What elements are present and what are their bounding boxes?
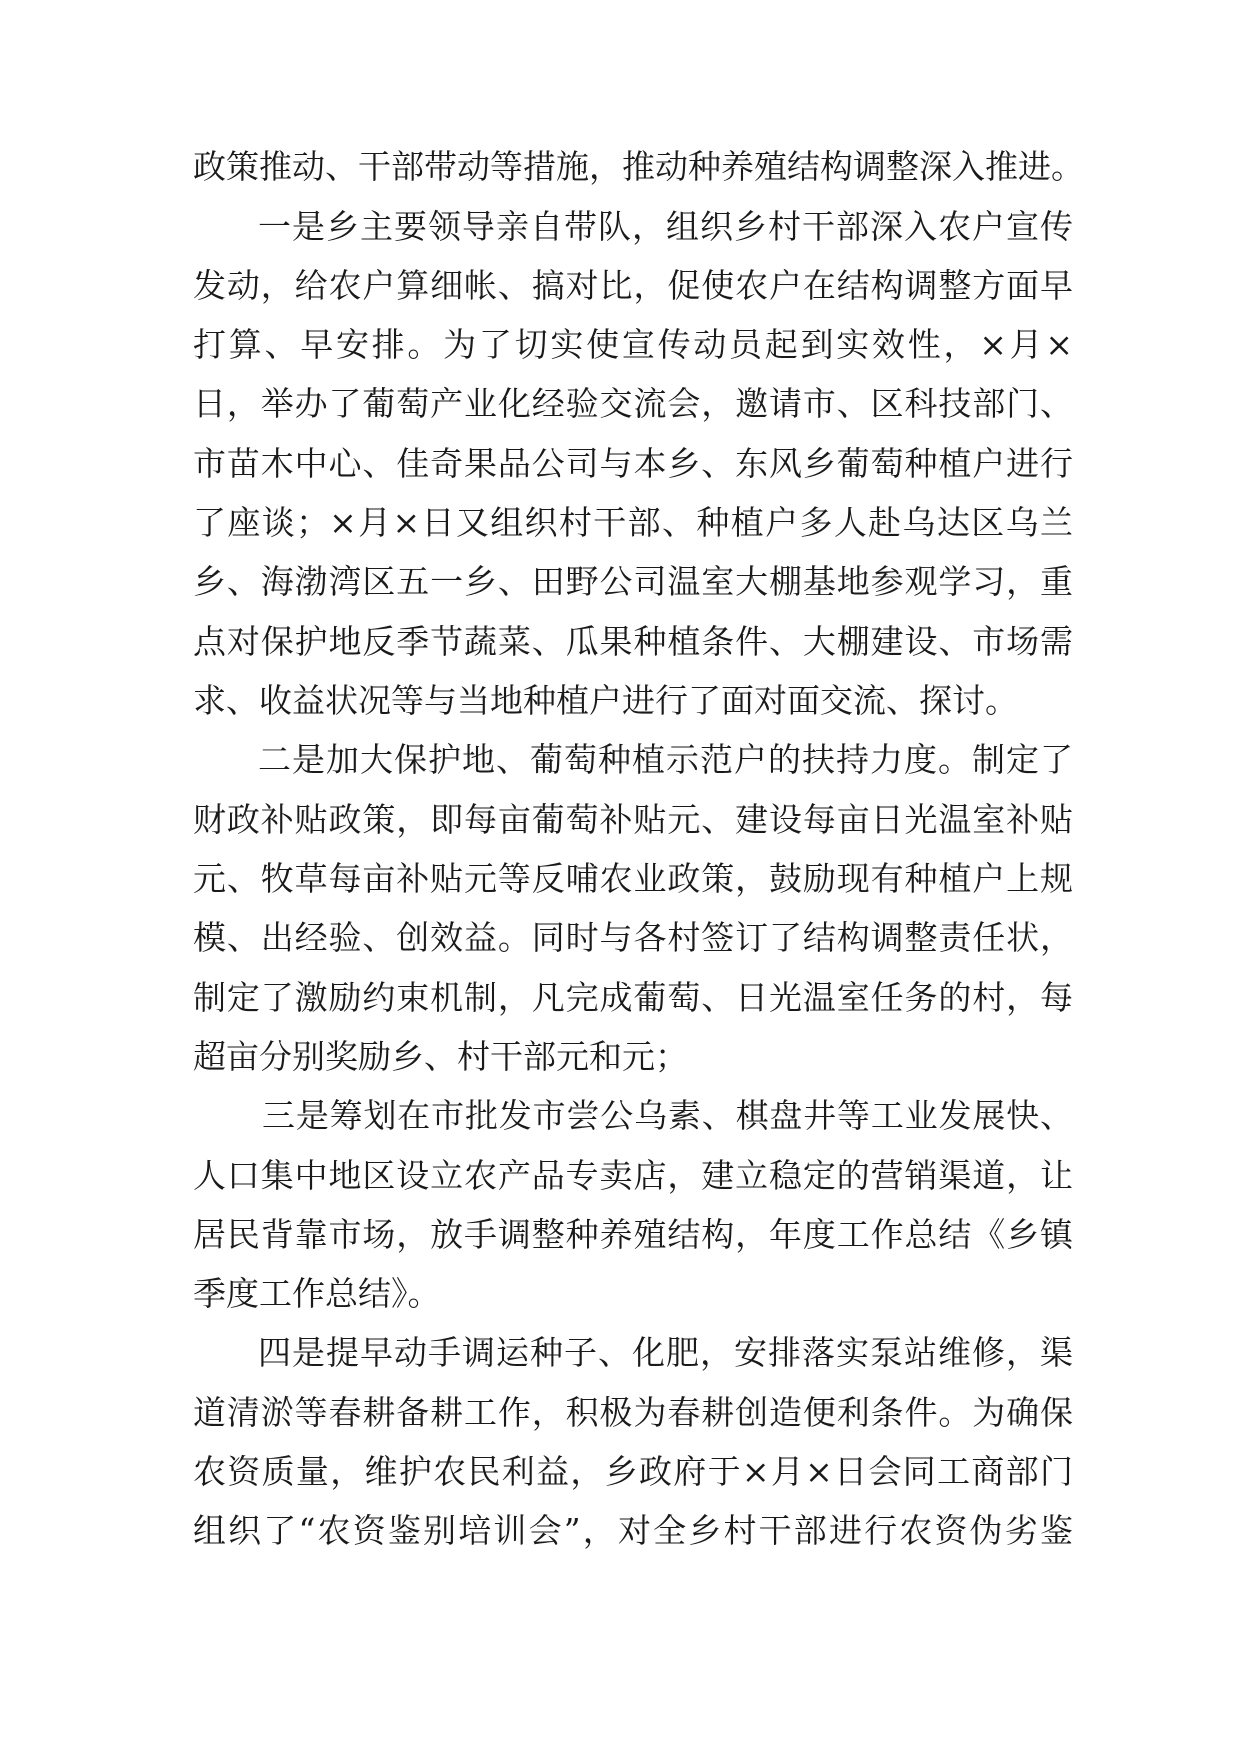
text-line: 市苗木中心、佳奇果品公司与本乡、东风乡葡萄种植户进行 xyxy=(193,444,1073,483)
text-line: 求、收益状况等与当地种植户进行了面对面交流、探讨。 xyxy=(193,681,1018,720)
text-line: 政策推动、干部带动等措施，推动种养殖结构调整深入推进。 xyxy=(193,147,1084,186)
text-line: 点对保护地反季节蔬菜、瓜果种植条件、大棚建设、市场需 xyxy=(193,622,1073,661)
paragraph-1-start: 一是乡主要领导亲自带队，组织乡村干部深入农户宣传 xyxy=(258,207,1073,246)
text-line: 乡、海渤湾区五一乡、田野公司温室大棚基地参观学习，重 xyxy=(193,562,1073,601)
text-line: 打算、早安排。为了切实使宣传动员起到实效性，×月× xyxy=(193,325,1073,364)
text-line: 模、出经验、创效益。同时与各村签订了结构调整责任状， xyxy=(193,918,1073,957)
paragraph-3-start: 三是筹划在市批发市尝公乌素、棋盘井等工业发展快、 xyxy=(262,1096,1073,1135)
text-line: 元、牧草每亩补贴元等反哺农业政策，鼓励现有种植户上规 xyxy=(193,859,1073,898)
text-line: 日，举办了葡萄产业化经验交流会，邀请市、区科技部门、 xyxy=(193,384,1073,423)
text-line: 财政补贴政策，即每亩葡萄补贴元、建设每亩日光温室补贴 xyxy=(193,800,1073,839)
text-line: 季度工作总结》。 xyxy=(193,1274,441,1313)
text-line: 人口集中地区设立农产品专卖店，建立稳定的营销渠道，让 xyxy=(193,1156,1073,1195)
text-line: 制定了激励约束机制，凡完成葡萄、日光温室任务的村，每 xyxy=(193,978,1073,1017)
paragraph-4-start: 四是提早动手调运种子、化肥，安排落实泵站维修，渠 xyxy=(258,1333,1073,1372)
paragraph-2-start: 二是加大保护地、葡萄种植示范户的扶持力度。制定了 xyxy=(258,740,1073,779)
text-line: 居民背靠市场，放手调整种养殖结构，年度工作总结《乡镇 xyxy=(193,1215,1073,1254)
text-line: 农资质量，维护农民利益，乡政府于×月×日会同工商部门 xyxy=(193,1452,1073,1491)
text-line: 发动，给农户算细帐、搞对比，促使农户在结构调整方面早 xyxy=(193,266,1073,305)
text-line: 超亩分别奖励乡、村干部元和元； xyxy=(193,1037,688,1076)
text-line: 了座谈；×月×日又组织村干部、种植户多人赴乌达区乌兰 xyxy=(193,503,1073,542)
text-line: 组织了“农资鉴别培训会”，对全乡村干部进行农资伪劣鉴 xyxy=(193,1511,1073,1550)
text-line: 道清淤等春耕备耕工作，积极为春耕创造便利条件。为确保 xyxy=(193,1393,1073,1432)
